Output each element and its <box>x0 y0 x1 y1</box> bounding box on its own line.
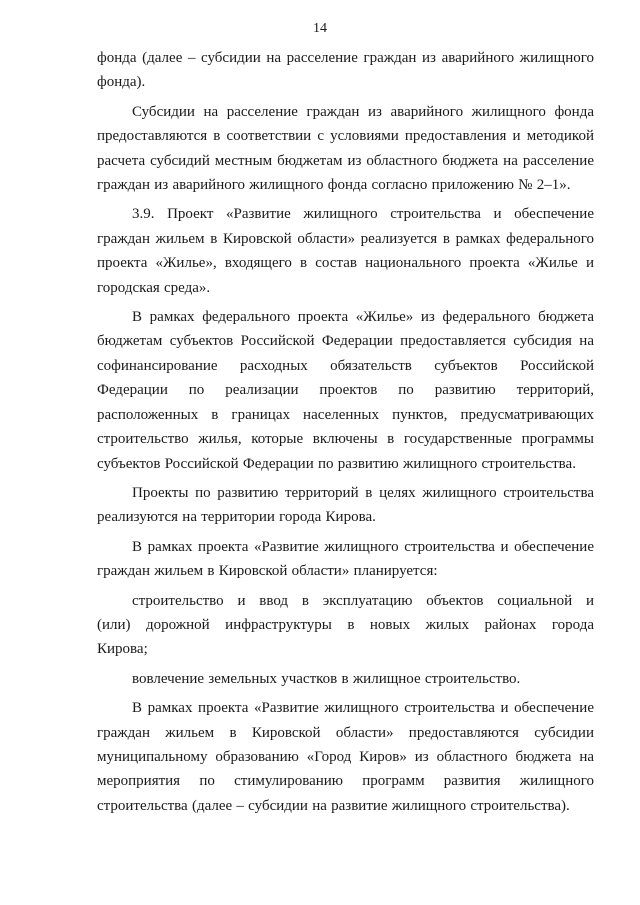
paragraph-continuation: фонда (далее – субсидии на расселение граждан из аварийного жилищного фонда). <box>97 50 594 91</box>
page-number: 14 <box>313 21 327 36</box>
document-body <box>97 46 594 823</box>
paragraph-list-item-land: вовлечение земельных участков в жилищное строительство. <box>132 670 521 687</box>
paragraph-project-3-9: 3.9. Проект «Развитие жилищного строительства и обеспечение граждан жильем в Кировской области» реализуется в рамках федерального проекта «Жилье», входящего в состав национального проекта «Жилье и городская среда». <box>97 206 594 296</box>
paragraph-municipal-subsidies: В рамках проекта «Развитие жилищного строительства и обеспечение граждан жильем в Кировской области» предоставляются субсидии муниципальному образованию «Город Киров» из областного бюджета на мероприятия по стимулированию программ развития жилищного строительства (далее – субсидии на развитие жилищного строительства). <box>97 700 594 814</box>
paragraph-territory-projects: Проекты по развитию территорий в целях жилищного строительства реализуются на территории города Кирова. <box>97 484 594 526</box>
paragraph-subsidies-conditions: Субсидии на расселение граждан из аварийного жилищного фонда предоставляются в соответствии с условиями предоставления и методикой расчета субсидий местным бюджетам из областного бюджета на расселение граждан из аварийного жилищного фонда согласно приложению № 2–1». <box>97 103 594 194</box>
paragraph-planned: В рамках проекта «Развитие жилищного строительства и обеспечение граждан жильем в Кировской области» планируется: <box>97 538 594 580</box>
paragraph-list-item-construction: строительство и ввод в эксплуатацию объектов социальной и (или) дорожной инфраструктуры в новых жилых районах города Кирова; <box>97 592 594 658</box>
paragraph-federal-project: В рамках федерального проекта «Жилье» из федерального бюджета бюджетам субъектов Российской Федерации предоставляется субсидия на софинансирование расходных обязательств субъектов Российской Федерации по реализации проектов по развитию территорий, расположенных в границах населенных пунктов, предусматривающих строительство жилья, которые включены в государственные программы субъектов Российской Федерации по развитию жилищного строительства. <box>97 309 594 472</box>
